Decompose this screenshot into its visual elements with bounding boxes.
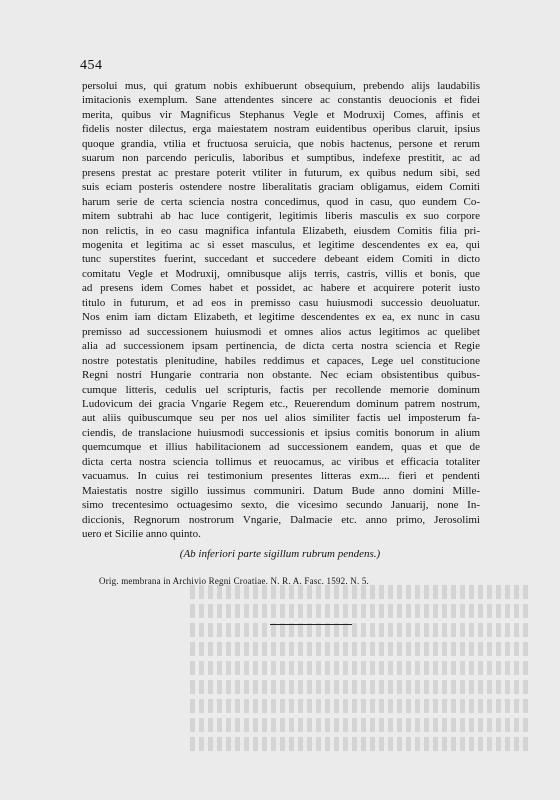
text-line: presens prestat ac prestare poterit vtiliter in futurum, ex quibus nedum sibi, sed	[82, 166, 480, 179]
text-line: comitatu Vegle et Modruxij, omnibusque alijs terris, castris, villis et bonis, que	[82, 267, 480, 280]
text-line: ad presens idem Comes habet et possidet, ac habere et acquirere poterit iusto	[82, 282, 480, 295]
text-line: tunc superstites fuerint, succedant et succedere debeant eidem Comiti in dicto	[82, 253, 480, 266]
text-line: quoque grandia, vtilia et fructuosa seruicia, que nobis hactenus, persone et rerum	[82, 137, 480, 150]
text-line: persolui mus, qui gratum nobis exhibuerunt obsequium, prebendo alijs laudabilis	[82, 80, 480, 92]
text-line: imitacionis exemplum. Sane attendentes sincere ac constantis deuocionis et fidei	[82, 94, 480, 107]
text-line: mitem subtrahi ab hac luce contigerit, legitimis liberis masculis ex suo corpore	[82, 210, 480, 223]
text-line: alia ad successionem ipsam pertinencia, de dicta certa nostra sciencia et Regie	[82, 340, 480, 353]
text-line: ciendis, de translacione huiusmodi successionis et ipsius comitis bonorum in alium	[82, 426, 480, 439]
seal-note: (Ab inferiori parte sigillum rubrum pendens.)	[179, 548, 381, 560]
text-line: uero et Sicilie anno quinto.	[82, 528, 201, 541]
text-line: cumque litteris, cedulis uel scripturis, factis per recollende memorie dominum	[82, 383, 480, 396]
text-line: aut aliis quibuscumque seu per nos uel alios similiter factis uel imposterum fa-	[82, 412, 480, 425]
text-line: Ludovicum dei gracia Vngarie Regem etc., Reuerendum dominum patrem nostrum,	[82, 397, 480, 410]
text-line: Nos enim iam dictam Elizabeth, et legitime descendentes ex ea, ex nunc in casu	[82, 311, 480, 324]
charter-text	[82, 79, 480, 542]
text-line: diccionis, Regnorum nostrorum Vngarie, Dalmacie etc. anno primo, Jerosolimi	[82, 513, 480, 526]
end-rule	[270, 624, 352, 625]
text-line: nostre potestatis plenitudine, habiles reddimus et capaces, Lege uel constitucione	[82, 354, 480, 367]
text-line: simo trecentesimo octuagesimo sexto, die vicesimo secundo Januarij, none In-	[82, 499, 480, 512]
text-line: vacuamus. In cuius rei testimonium presentes litteras exm.... fieri et pendenti	[82, 470, 480, 483]
text-line: merita, quibus vir Magnificus Stephanus Vegle et Modruxij Comes, affinis et	[82, 108, 480, 121]
text-line: titulo in futurum, et ad eos in premisso casu huiusmodi successio deuoluatur.	[82, 296, 480, 309]
text-line: suarum non parcendo periculis, laboribus et sumptibus, indefexe prestitit, ac ad	[82, 152, 480, 165]
text-line: quemcumque et illius habilitacionem ad successionem eandem, quas et que de	[82, 441, 480, 454]
text-line: fidelis noster dilectus, erga maiestatem nostram euidentibus operibus claruit, ipsius	[82, 123, 480, 136]
text-line: non relictis, in eo casu magnifica infantula Elizabeth, eiusdem Comitis filia pri-	[82, 224, 480, 237]
page-number: 454	[80, 58, 103, 73]
text-line: premisso ad successionem huiusmodi et omnes alios actus legitimos ac quelibet	[82, 325, 480, 338]
text-line: harum serie de certa sciencia nostra concedimus, quod in casu, quo eundem Co-	[82, 195, 480, 208]
text-line: suis eciam posteris ostendere nostre liberalitatis graciam obligamus, eidem Comiti	[82, 181, 480, 194]
text-line: mogenita et legitima ac si esset masculus, et legitime descendentes ex ea, qui	[82, 238, 480, 251]
text-line: Maiestatis nostre sigillo iussimus communiri. Datum Bude anno domini Mille-	[82, 484, 480, 497]
text-line: Regni nostri Hungarie contraria non obstante. Nec eciam obsistentibus quibus-	[82, 369, 480, 382]
text-line: dicta certa nostra sciencia tollimus et reuocamus, ac viribus et efficacia totaliter	[82, 455, 480, 468]
source-citation: Orig. membrana in Archivio Regni Croatiae. N. R. A. Fasc. 1592. N. 5.	[99, 576, 370, 586]
bleed-through-text	[190, 585, 530, 775]
